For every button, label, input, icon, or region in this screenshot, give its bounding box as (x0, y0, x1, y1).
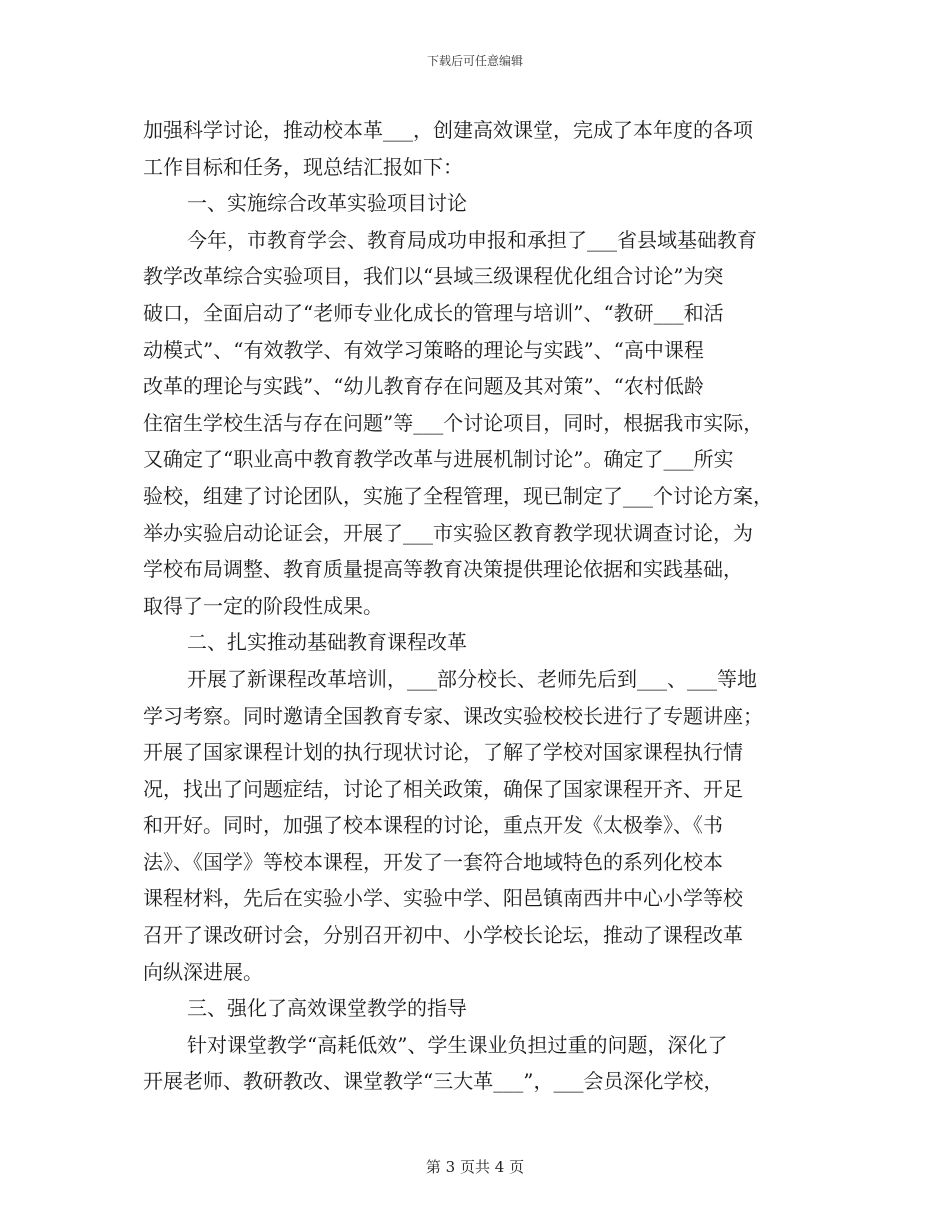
text-line: 和开好。同时，加强了校本课程的讨论，重点开发《太极拳》、《书 (143, 813, 723, 838)
text-line: 三、强化了高效课堂教学的指导 (187, 996, 467, 1021)
text-line: 学校布局调整、教育质量提高等教育决策提供理论依据和实践基础， (143, 557, 743, 582)
text-line: 二、扎实推动基础教育课程改革 (187, 630, 467, 655)
text-line: 取得了一定的阶段性成果。 (143, 593, 383, 618)
text-line: 开展了新课程改革培训，___部分校长、老师先后到___、___等地 (187, 666, 757, 691)
text-line: 验校，组建了讨论团队，实施了全程管理，现已制定了___个讨论方案， (143, 483, 773, 508)
text-line: 法》、《国学》等校本课程，开发了一套符合地域特色的系列化校本 (143, 849, 723, 874)
text-line: 向纵深进展。 (143, 959, 263, 984)
text-line: 况，找出了问题症结，讨论了相关政策，确保了国家课程开齐、开足 (143, 776, 743, 801)
text-line: 教学改革综合实验项目，我们以“县域三级课程优化组合讨论”为突 (143, 264, 724, 289)
text-line: 开展了国家课程计划的执行现状讨论，了解了学校对国家课程执行情 (143, 740, 743, 765)
text-line: 一、实施综合改革实验项目讨论 (187, 191, 467, 216)
text-line: 破口，全面启动了“老师专业化成长的管理与培训”、“教研___和活 (143, 300, 724, 325)
text-line: 加强科学讨论，推动校本革___，创建高效课堂，完成了本年度的各项 (143, 118, 753, 142)
text-line: 开展老师、教研教改、课堂教学“三大革___”，___会员深化学校， (143, 1069, 724, 1094)
text-line: 学习考察。同时邀请全国教育专家、课改实验校校长进行了专题讲座； (143, 703, 763, 728)
document-body (143, 112, 818, 1100)
text-line: 工作目标和任务，现总结汇报如下： (143, 154, 463, 179)
text-line: 针对课堂教学“高耗低效”、学生课业负担过重的问题，深化了 (187, 1032, 728, 1057)
text-line: 住宿生学校生活与存在问题”等___个讨论项目，同时，根据我市实际， (143, 410, 764, 435)
text-line: 召开了课改研讨会，分别召开初中、小学校长论坛，推动了课程改革 (143, 923, 743, 948)
text-line: 举办实验启动论证会，开展了___市实验区教育教学现状调查讨论，为 (143, 520, 753, 545)
page-header: 下载后可任意编辑 (426, 54, 523, 68)
text-line: 改革的理论与实践”、“幼儿教育存在问题及其对策”、“农村低龄 (143, 374, 704, 399)
text-line: 今年，市教育学会、教育局成功申报和承担了___省县域基础教育 (187, 227, 757, 252)
page-footer: 第 3 页共 4 页 (425, 1158, 525, 1176)
text-line: 动模式”、“有效教学、有效学习策略的理论与实践”、“高中课程 (143, 337, 704, 362)
text-line: 又确定了“职业高中教育教学改革与进展机制讨论”。确定了___所实 (143, 447, 734, 472)
text-line: 课程材料，先后在实验小学、实验中学、阳邑镇南西井中心小学等校 (143, 886, 743, 911)
